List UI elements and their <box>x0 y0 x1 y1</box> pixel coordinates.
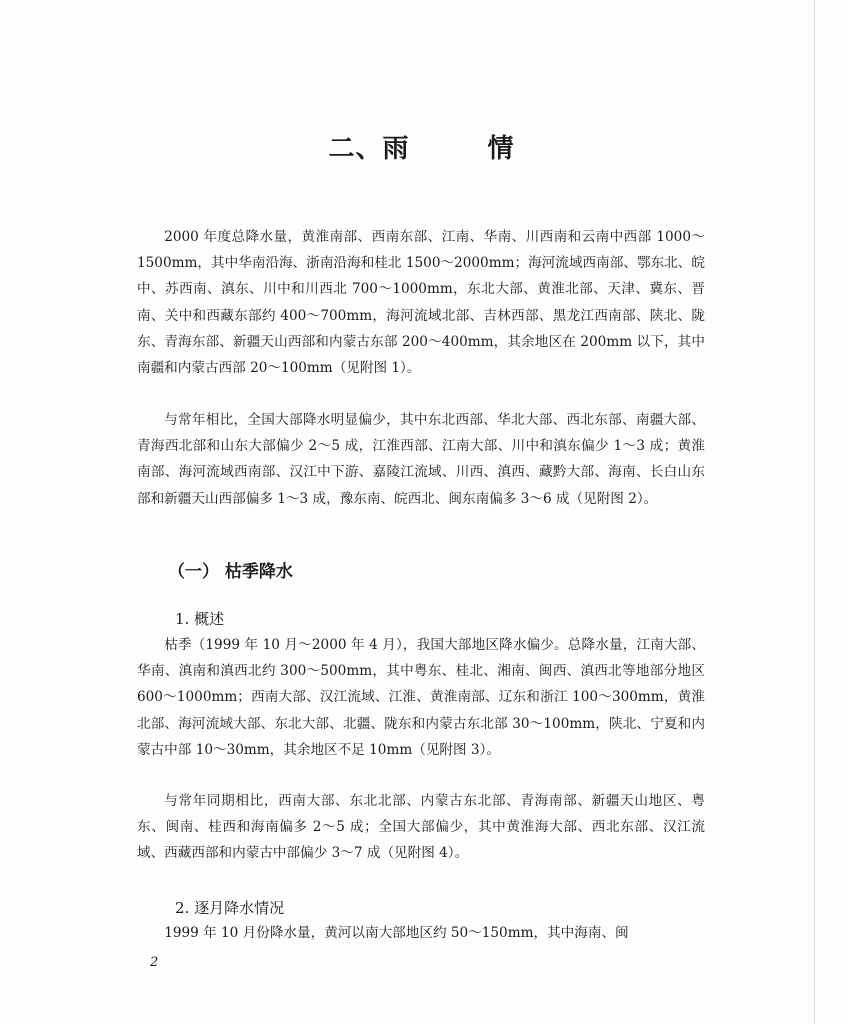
section-heading-dry-season: （一） 枯季降水 <box>168 562 293 582</box>
overview-paragraph-totals: 枯季（1999 年 10 月～2000 年 4 月），我国大部地区降水偏少。总降水量，江南大部、华南、滇南和滇西北约 300～500mm，其中粤东、桂北、湘南、闽西、滇西北等地部分地区 600～1000mm；西南大部、汉江流域、江淮、黄淮南部、辽东和浙江 100～300mm，黄淮北部、海河流域大部、东北大部、北疆、陇东和内蒙古东北部 30～100mm，陕北、宁夏和内蒙古中部 10～30mm，其余地区不足 10mm（见附图 3）。 <box>137 637 705 758</box>
intro-paragraph-annual-total: 2000 年度总降水量，黄淮南部、西南东部、江南、华南、川西南和云南中西部 1000～1500mm，其中华南沿海、浙南沿海和桂北 1500～2000mm；海河流域西南部、鄂东北、皖中、苏西南、滇东、川中和川西北 700～1000mm，东北大部、黄淮北部、天津、冀东、晋南、关中和西藏东部约 400～700mm，海河流域北部、吉林西部、黑龙江西南部、陕北、陇东、青海东部、新疆天山西部和内蒙古东部 200～400mm，其余地区在 200mm 以下，其中南疆和内蒙古西部 20～100mm（见附图 1）。 <box>137 229 705 377</box>
page-number: 2 <box>150 955 159 970</box>
subsection-heading-overview: 1. 概述 <box>175 610 225 628</box>
chapter-title-part1: 二、雨 <box>328 134 410 164</box>
monthly-paragraph: 1999 年 10 月份降水量，黄河以南大部地区约 50～150mm，其中海南、闽 <box>164 925 629 941</box>
subsection-heading-monthly: 2. 逐月降水情况 <box>175 899 285 917</box>
chapter-title <box>0 128 843 165</box>
chapter-title-part2: 情 <box>487 134 515 164</box>
intro-paragraph-comparison: 与常年相比，全国大部降水明显偏少，其中东北西部、华北大部、西北东部、南疆大部、青海西北部和山东大部偏少 2～5 成，江淮西部、江南大部、川中和滇东偏少 1～3 成；黄淮南部、海河流域西南部、汉江中下游、嘉陵江流域、川西、滇西、藏黔大部、海南、长白山东部和新疆天山西部偏多 1～3 成，豫东南、皖西北、闽东南偏多 3～6 成（见附图 2）。 <box>137 412 705 507</box>
overview-paragraph-comparison: 与常年同期相比，西南大部、东北北部、内蒙古东北部、青海南部、新疆天山地区、粤东、闽南、桂西和海南偏多 2～5 成；全国大部偏少，其中黄淮海大部、西北东部、汉江流域、西藏西部和内蒙古中部偏少 3～7 成（见附图 4）。 <box>137 793 705 862</box>
